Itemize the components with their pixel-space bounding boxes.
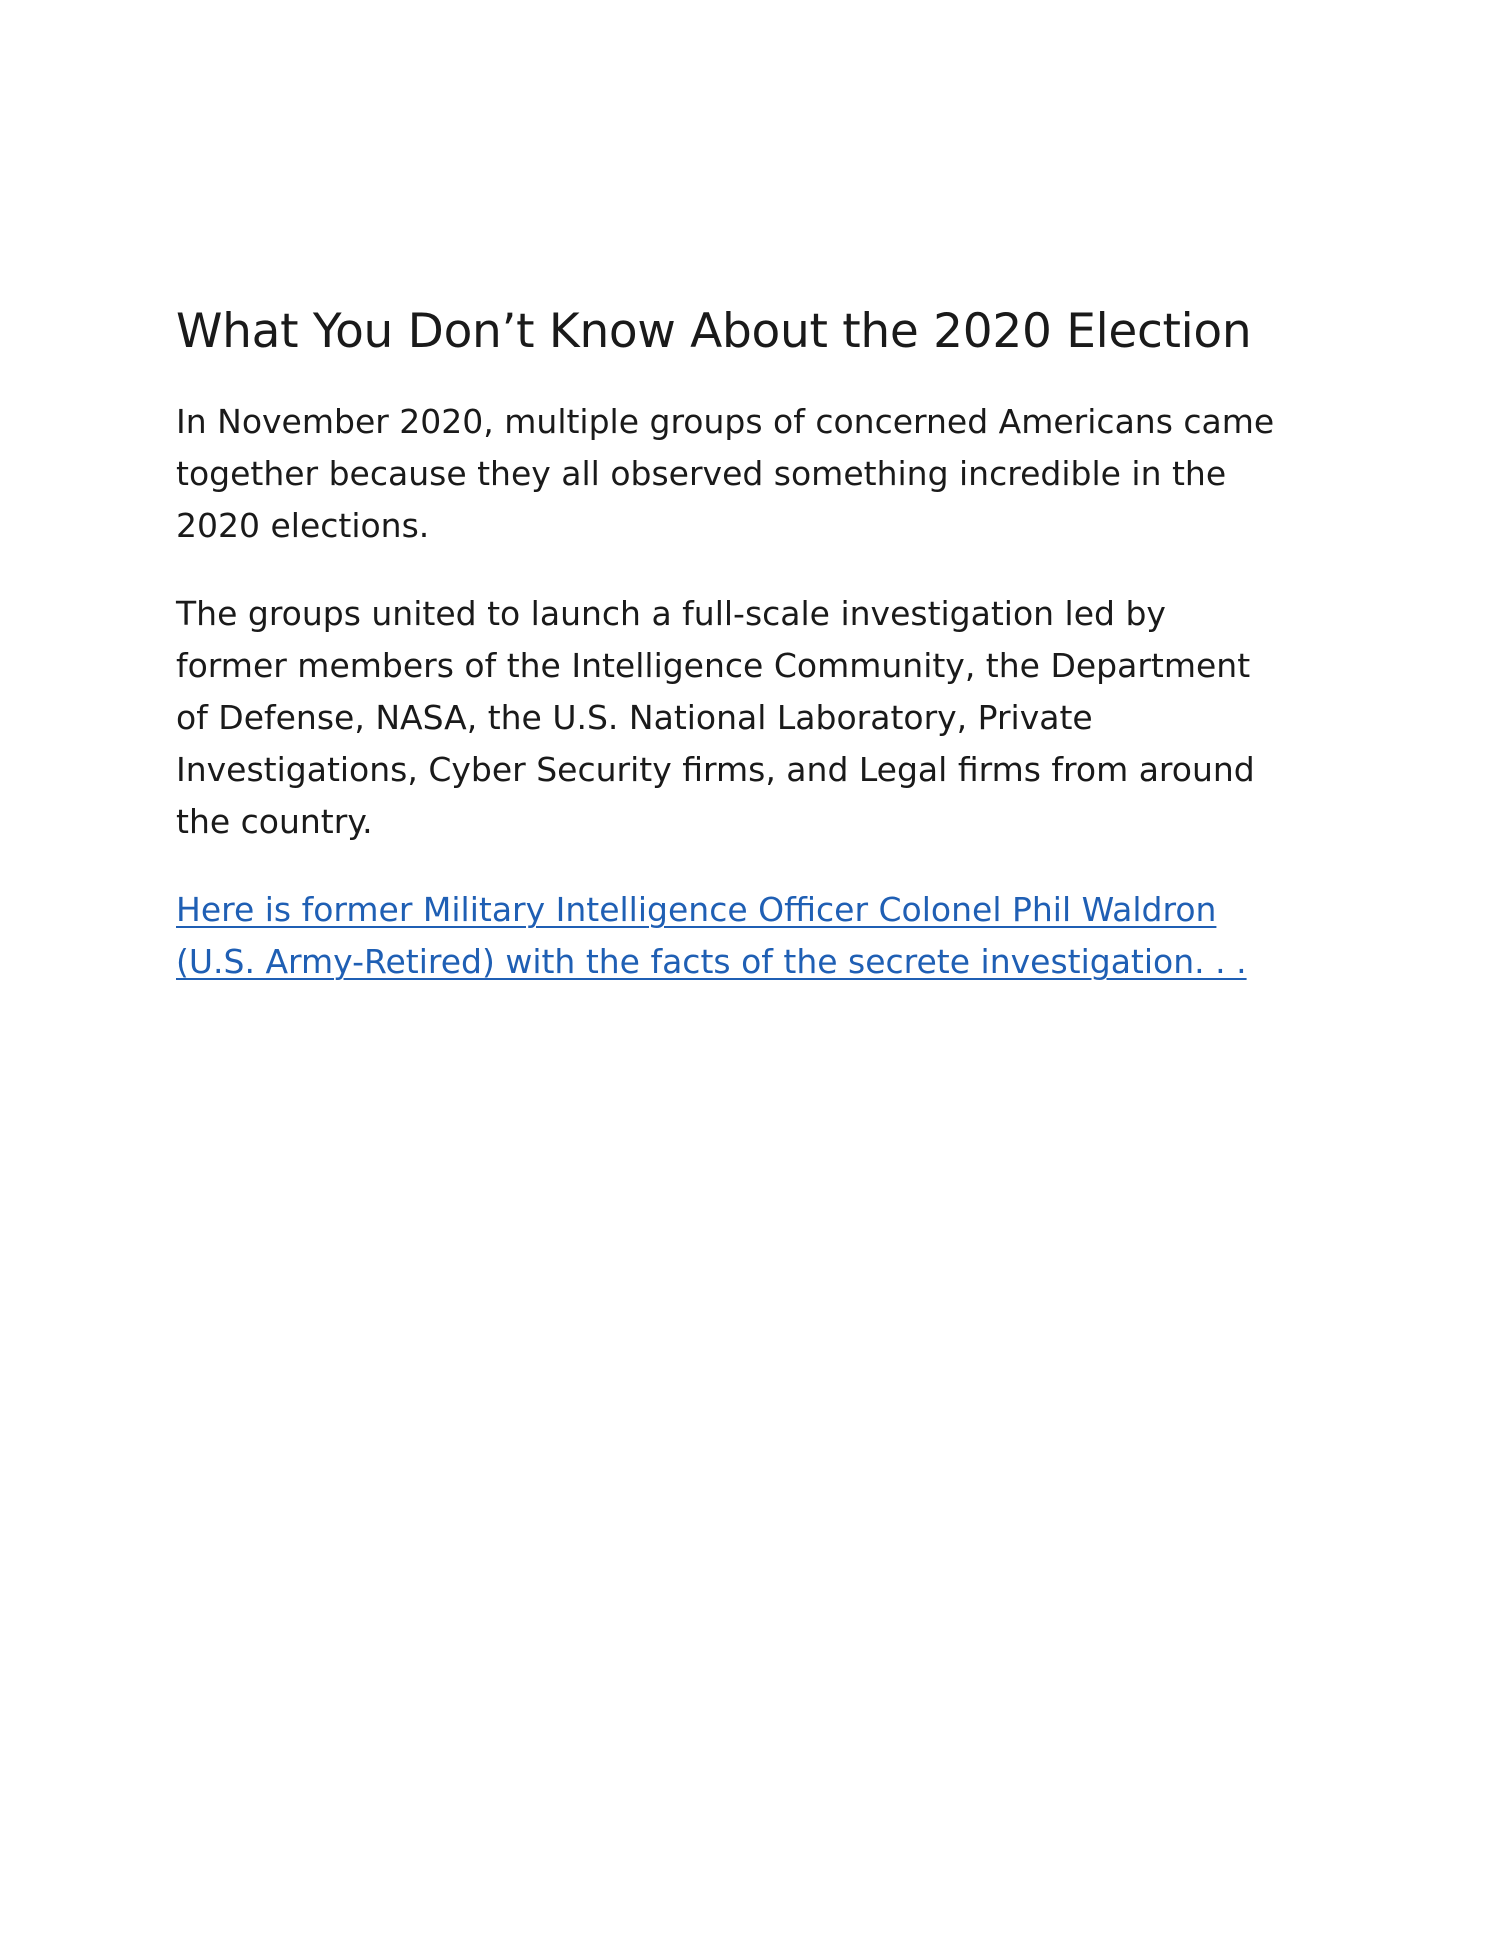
- paragraph-investigation: [176, 588, 1346, 848]
- paragraph-line: the country.: [176, 802, 373, 841]
- paragraph-intro: [176, 396, 1346, 552]
- paragraph-line: The groups united to launch a full-scale investigation led by: [176, 594, 1166, 633]
- paragraph-line: Investigations, Cyber Security firms, and Legal firms from around: [176, 750, 1255, 789]
- paragraph-line: In November 2020, multiple groups of concerned Americans came: [176, 402, 1275, 441]
- document-content: [176, 300, 1346, 988]
- paragraph-line: former members of the Intelligence Community, the Department: [176, 646, 1251, 685]
- paragraph-line: together because they all observed something incredible in the: [176, 454, 1227, 493]
- investigation-video-link[interactable]: [176, 884, 1346, 988]
- document-title: What You Don’t Know About the 2020 Election: [176, 304, 1252, 359]
- paragraph-line: 2020 elections.: [176, 506, 430, 545]
- paragraph-line: of Defense, NASA, the U.S. National Laboratory, Private: [176, 698, 1093, 737]
- link-paragraph: [176, 884, 1346, 988]
- link-line[interactable]: Here is former Military Intelligence Officer Colonel Phil Waldron: [176, 890, 1217, 929]
- link-line[interactable]: (U.S. Army-Retired) with the facts of the secrete investigation. . .: [176, 942, 1247, 981]
